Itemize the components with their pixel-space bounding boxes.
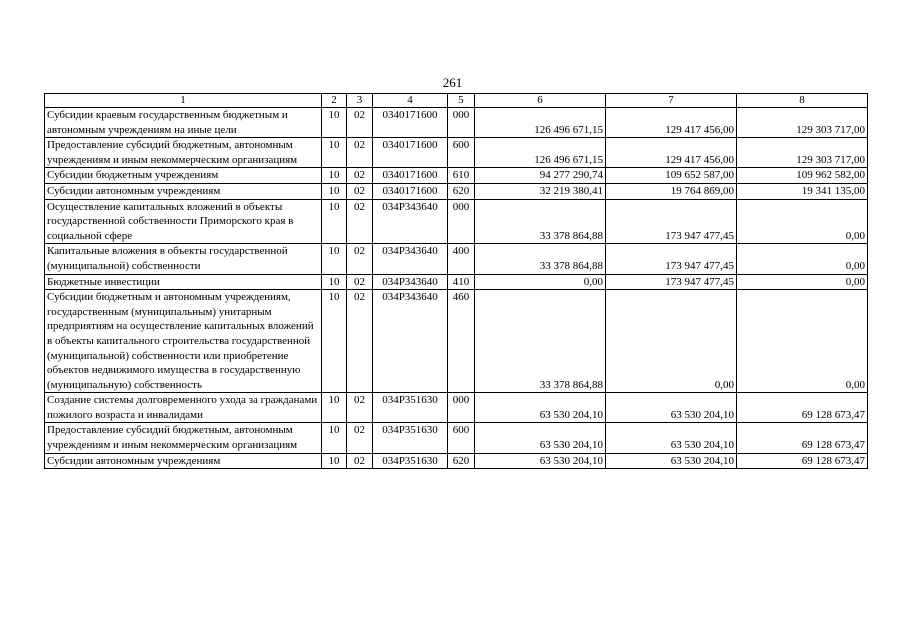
subsection-code-cell: 02 (347, 423, 373, 453)
amount-col7-cell: 173 947 477,45 (606, 274, 737, 290)
amount-col6-cell: 63 530 204,10 (475, 423, 606, 453)
amount-col7-cell: 173 947 477,45 (606, 199, 737, 244)
table-row (45, 199, 868, 244)
expense-type-cell: 000 (448, 108, 475, 138)
amount-col8-cell: 0,00 (737, 199, 868, 244)
section-code-cell: 10 (322, 108, 347, 138)
target-article-cell: 034P343640 (373, 274, 448, 290)
table-row (45, 290, 868, 393)
target-article-cell: 0340171600 (373, 183, 448, 199)
amount-col6-cell: 63 530 204,10 (475, 453, 606, 469)
target-article-cell: 034P351630 (373, 423, 448, 453)
table-row (45, 138, 868, 168)
header-cell: 5 (448, 94, 475, 108)
amount-col8-cell: 0,00 (737, 274, 868, 290)
amount-col8-cell: 129 303 717,00 (737, 108, 868, 138)
amount-col8-cell: 19 341 135,00 (737, 183, 868, 199)
amount-col7-cell: 173 947 477,45 (606, 244, 737, 274)
row-name-cell: Осуществление капитальных вложений в объекты государственной собственности Приморского края в социальной сфере (45, 199, 322, 244)
table-row (45, 423, 868, 453)
table-row (45, 274, 868, 290)
amount-col8-cell: 129 303 717,00 (737, 138, 868, 168)
amount-col6-cell: 0,00 (475, 274, 606, 290)
target-article-cell: 0340171600 (373, 138, 448, 168)
header-cell: 3 (347, 94, 373, 108)
amount-col6-cell: 126 496 671,15 (475, 108, 606, 138)
expense-type-cell: 460 (448, 290, 475, 393)
table-row (45, 168, 868, 184)
header-cell: 4 (373, 94, 448, 108)
amount-col8-cell: 69 128 673,47 (737, 423, 868, 453)
amount-col8-cell: 69 128 673,47 (737, 453, 868, 469)
subsection-code-cell: 02 (347, 108, 373, 138)
row-name-cell: Бюджетные инвестиции (45, 274, 322, 290)
amount-col8-cell: 0,00 (737, 244, 868, 274)
section-code-cell: 10 (322, 393, 347, 423)
amount-col7-cell: 129 417 456,00 (606, 108, 737, 138)
section-code-cell: 10 (322, 199, 347, 244)
subsection-code-cell: 02 (347, 183, 373, 199)
header-cell: 1 (45, 94, 322, 108)
section-code-cell: 10 (322, 183, 347, 199)
section-code-cell: 10 (322, 274, 347, 290)
row-name-cell: Предоставление субсидий бюджетным, автономным учреждениям и иным некоммерческим организациям (45, 138, 322, 168)
section-code-cell: 10 (322, 453, 347, 469)
table-row (45, 244, 868, 274)
subsection-code-cell: 02 (347, 199, 373, 244)
expense-type-cell: 620 (448, 453, 475, 469)
amount-col7-cell: 0,00 (606, 290, 737, 393)
row-name-cell: Субсидии бюджетным и автономным учреждениям, государственным (муниципальным) унитарным предприятиям на осуществление капитальных вложений в объекты капитального строительства государственной (муниципальной) собственности или приобретение объектов недвижимого имущества в государственную (муниципальную) собственность (45, 290, 322, 393)
subsection-code-cell: 02 (347, 453, 373, 469)
amount-col6-cell: 33 378 864,88 (475, 244, 606, 274)
section-code-cell: 10 (322, 290, 347, 393)
expense-type-cell: 610 (448, 168, 475, 184)
amount-col7-cell: 63 530 204,10 (606, 423, 737, 453)
header-cell: 2 (322, 94, 347, 108)
target-article-cell: 0340171600 (373, 168, 448, 184)
row-name-cell: Предоставление субсидий бюджетным, автономным учреждениям и иным некоммерческим организациям (45, 423, 322, 453)
amount-col6-cell: 32 219 380,41 (475, 183, 606, 199)
subsection-code-cell: 02 (347, 274, 373, 290)
row-name-cell: Капитальные вложения в объекты государственной (муниципальной) собственности (45, 244, 322, 274)
header-cell: 6 (475, 94, 606, 108)
amount-col7-cell: 109 652 587,00 (606, 168, 737, 184)
budget-table (44, 93, 868, 469)
row-name-cell: Субсидии краевым государственным бюджетным и автономным учреждениям на иные цели (45, 108, 322, 138)
amount-col6-cell: 33 378 864,88 (475, 199, 606, 244)
target-article-cell: 0340171600 (373, 108, 448, 138)
table-row (45, 453, 868, 469)
amount-col6-cell: 63 530 204,10 (475, 393, 606, 423)
section-code-cell: 10 (322, 423, 347, 453)
section-code-cell: 10 (322, 138, 347, 168)
subsection-code-cell: 02 (347, 393, 373, 423)
amount-col7-cell: 129 417 456,00 (606, 138, 737, 168)
amount-col8-cell: 0,00 (737, 290, 868, 393)
subsection-code-cell: 02 (347, 244, 373, 274)
subsection-code-cell: 02 (347, 290, 373, 393)
row-name-cell: Субсидии автономным учреждениям (45, 453, 322, 469)
amount-col7-cell: 19 764 869,00 (606, 183, 737, 199)
target-article-cell: 034P343640 (373, 199, 448, 244)
subsection-code-cell: 02 (347, 168, 373, 184)
target-article-cell: 034P351630 (373, 453, 448, 469)
target-article-cell: 034P343640 (373, 290, 448, 393)
table-header-row (45, 94, 868, 108)
expense-type-cell: 600 (448, 138, 475, 168)
amount-col6-cell: 126 496 671,15 (475, 138, 606, 168)
expense-type-cell: 000 (448, 393, 475, 423)
amount-col7-cell: 63 530 204,10 (606, 453, 737, 469)
amount-col8-cell: 109 962 582,00 (737, 168, 868, 184)
subsection-code-cell: 02 (347, 138, 373, 168)
table-row (45, 108, 868, 138)
target-article-cell: 034P343640 (373, 244, 448, 274)
header-cell: 7 (606, 94, 737, 108)
expense-type-cell: 600 (448, 423, 475, 453)
table-row (45, 393, 868, 423)
expense-type-cell: 620 (448, 183, 475, 199)
target-article-cell: 034P351630 (373, 393, 448, 423)
table-row (45, 183, 868, 199)
row-name-cell: Субсидии автономным учреждениям (45, 183, 322, 199)
expense-type-cell: 400 (448, 244, 475, 274)
row-name-cell: Субсидии бюджетным учреждениям (45, 168, 322, 184)
section-code-cell: 10 (322, 168, 347, 184)
expense-type-cell: 000 (448, 199, 475, 244)
amount-col6-cell: 33 378 864,88 (475, 290, 606, 393)
expense-type-cell: 410 (448, 274, 475, 290)
header-cell: 8 (737, 94, 868, 108)
section-code-cell: 10 (322, 244, 347, 274)
page-number: 261 (442, 75, 463, 90)
amount-col6-cell: 94 277 290,74 (475, 168, 606, 184)
amount-col7-cell: 63 530 204,10 (606, 393, 737, 423)
amount-col8-cell: 69 128 673,47 (737, 393, 868, 423)
row-name-cell: Создание системы долговременного ухода за гражданами пожилого возраста и инвалидами (45, 393, 322, 423)
